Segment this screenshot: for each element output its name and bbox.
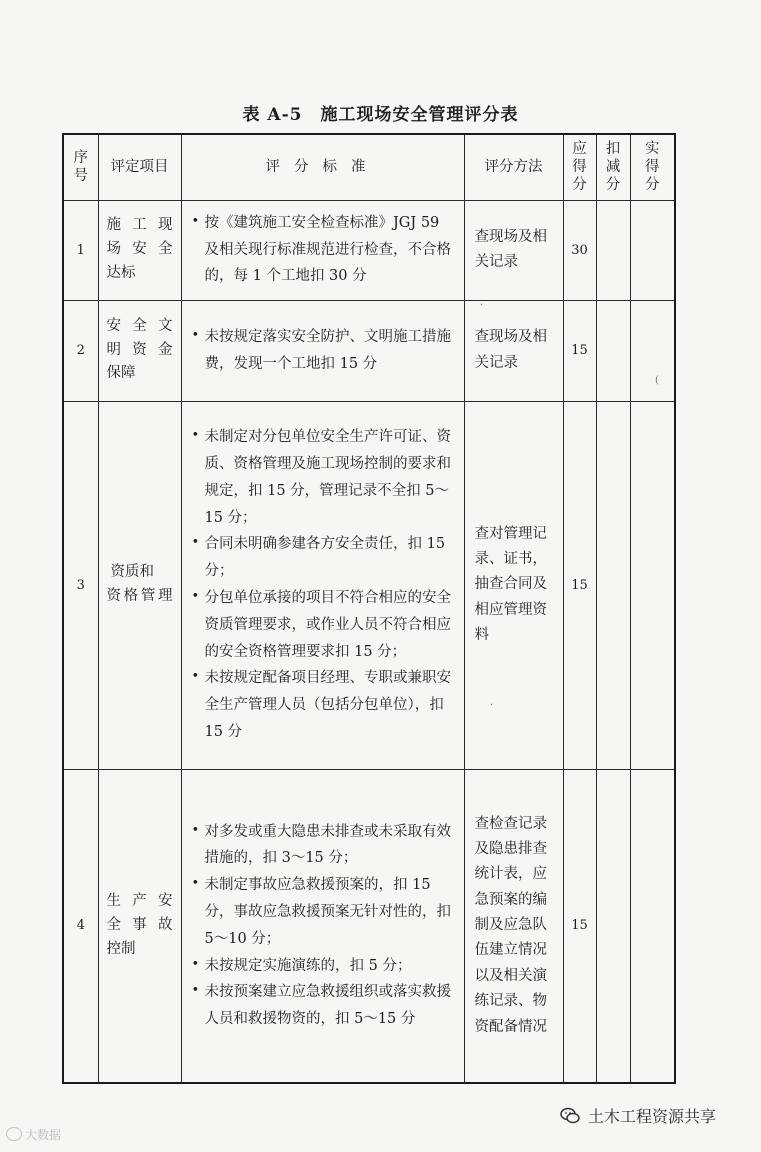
- row-standard: • 未按规定落实安全防护、文明施工措施费，发现一个工地扣 15 分: [181, 300, 464, 401]
- row-score: 30: [563, 200, 596, 300]
- table-title: 表 A-5 施工现场安全管理评分表: [242, 105, 519, 125]
- scan-speck: ·: [480, 300, 484, 311]
- row-deduct: [596, 401, 630, 769]
- row-no: 2: [63, 300, 98, 401]
- scan-speck: ·: [490, 700, 494, 711]
- table-row: [63, 769, 675, 1083]
- row-method: 查现场及相关记录: [464, 300, 563, 401]
- row-item: 安全文 明资金 保障: [98, 300, 181, 401]
- row-item: 生产安 全事故 控制: [98, 769, 181, 1083]
- row-no: 3: [63, 401, 98, 769]
- row-method: 查对管理记录、证书，抽查合同及相应管理资料: [464, 401, 563, 769]
- row-method: 查现场及相关记录: [464, 200, 563, 300]
- table-row: [63, 401, 675, 769]
- row-deduct: [596, 300, 630, 401]
- header-actual: 实得分: [630, 134, 675, 200]
- row-actual: [630, 401, 675, 769]
- row-item: 资质和 资格管理: [98, 401, 181, 769]
- watermark-left: 大数据: [6, 1126, 61, 1143]
- row-standard: • 未制定对分包单位安全生产许可证、资质、资格管理及施工现场控制的要求和规定，扣 15 分，管理记录不全扣 5～15 分； • 合同未明确参建各方安全责任，扣 15 分； • 分包单位承接的项目不符合相应的安全资质管理要求，或作业人员不符合相应的安全资格管理要求扣 15 分； • 未按规定配备项目经理、专职或兼职安全生产管理人员（包括分包单位），扣 15 分: [181, 401, 464, 769]
- row-method: 查检查记录及隐患排查统计表，应急预案的编制及应急队伍建立情况以及相关演练记录、物资配备情况: [464, 769, 563, 1083]
- header-no: 序号: [63, 134, 98, 200]
- scan-speck: (: [655, 375, 659, 386]
- wechat-icon: [560, 1106, 580, 1126]
- row-actual: [630, 769, 675, 1083]
- row-score: 15: [563, 401, 596, 769]
- row-score: 15: [563, 300, 596, 401]
- scoring-table: [62, 133, 676, 1084]
- header-method: 评分方法: [464, 134, 563, 200]
- header-row: [63, 134, 675, 200]
- row-item: 施工现 场安全 达标: [98, 200, 181, 300]
- row-actual: [630, 300, 675, 401]
- row-standard: • 对多发或重大隐患未排查或未采取有效措施的，扣 3～15 分； • 未制定事故应急救援预案的，扣 15 分，事故应急救援预案无针对性的，扣 5～10 分； • 未按规定实施演练的，扣 5 分； • 未按预案建立应急救援组织或落实救援人员和救援物资的，扣 5～15 分: [181, 769, 464, 1083]
- header-score: 应得分: [563, 134, 596, 200]
- watermark-logo-icon: [6, 1127, 22, 1141]
- header-deduct: 扣减分: [596, 134, 630, 200]
- row-score: 15: [563, 769, 596, 1083]
- row-deduct: [596, 769, 630, 1083]
- row-no: 1: [63, 200, 98, 300]
- table-row: [63, 300, 675, 401]
- row-standard: • 按《建筑施工安全检查标准》JGJ 59 及相关现行标准规范进行检查，不合格的，每 1 个工地扣 30 分: [181, 200, 464, 300]
- row-no: 4: [63, 769, 98, 1083]
- header-standard: 评分标准: [181, 134, 464, 200]
- watermark-right: 土木工程资源共享: [560, 1104, 716, 1127]
- row-deduct: [596, 200, 630, 300]
- header-item: 评定项目: [98, 134, 181, 200]
- row-actual: [630, 200, 675, 300]
- table-row: [63, 200, 675, 300]
